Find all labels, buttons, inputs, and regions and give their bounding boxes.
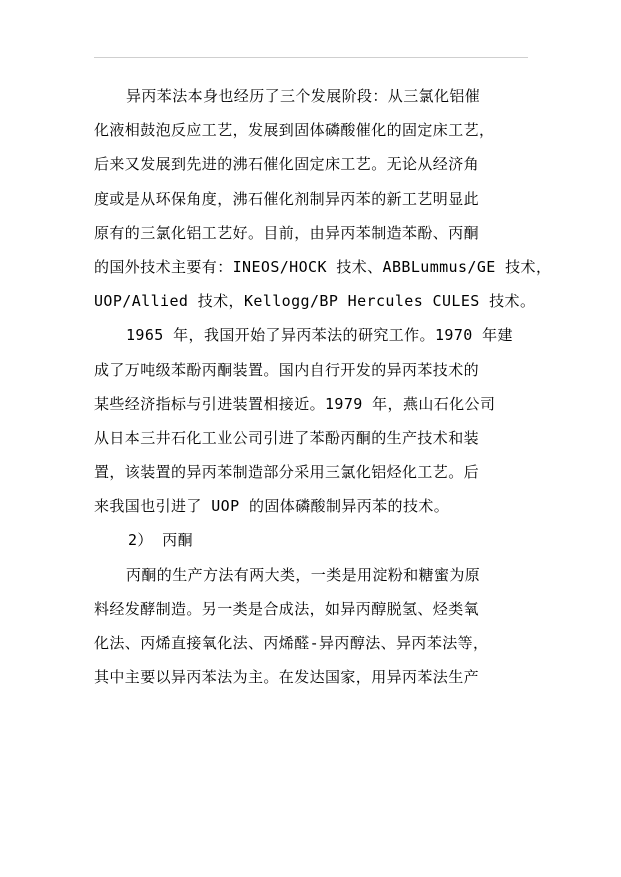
paragraph-line: 成了万吨级苯酚丙酮装置。国内自行开发的异丙苯技术的 bbox=[94, 360, 480, 379]
paragraph-line: 1965 年，我国开始了异丙苯法的研究工作。1970 年建 bbox=[126, 326, 513, 345]
paragraph-line: 置，该装置的异丙苯制造部分采用三氯化铝烃化工艺。后 bbox=[94, 463, 480, 482]
paragraph-line: UOP/Allied 技术，Kellogg/BP Hercules CULES 技术。 bbox=[94, 292, 536, 311]
header-rule bbox=[94, 57, 528, 58]
paragraph-line: 丙酮的生产方法有两大类，一类是用淀粉和糖蜜为原 bbox=[126, 565, 481, 584]
paragraph-line: 后来又发展到先进的沸石催化固定床工艺。无论从经济角 bbox=[94, 155, 480, 174]
paragraph-line: 来我国也引进了 UOP 的固体磷酸制异丙苯的技术。 bbox=[94, 497, 450, 516]
paragraph-line: 某些经济指标与引进装置相接近。1979 年，燕山石化公司 bbox=[94, 394, 496, 413]
paragraph-line: 原有的三氯化铝工艺好。目前，由异丙苯制造苯酚、丙酮 bbox=[94, 223, 480, 242]
paragraph-line: 从日本三井石化工业公司引进了苯酚丙酮的生产技术和装 bbox=[94, 428, 480, 447]
paragraph-line: 异丙苯法本身也经历了三个发展阶段：从三氯化铝催 bbox=[126, 87, 481, 105]
paragraph-line: 化液相鼓泡反应工艺，发展到固体磷酸催化的固定床工艺， bbox=[94, 121, 495, 140]
paragraph-line: 化法、丙烯直接氧化法、丙烯醛-异丙醇法、异丙苯法等， bbox=[94, 634, 489, 652]
paragraph-line: 其中主要以异丙苯法为主。在发达国家，用异丙苯法生产 bbox=[94, 668, 480, 687]
paragraph-line: 度或是从环保角度，沸石催化剂制异丙苯的新工艺明显此 bbox=[94, 189, 480, 208]
section-heading: 2） 丙酮 bbox=[128, 531, 194, 550]
paragraph-line: 料经发酵制造。另一类是合成法，如异丙醇脱氢、烃类氧 bbox=[94, 599, 480, 618]
document-body bbox=[94, 79, 552, 694]
paragraph-line: 的国外技术主要有：INEOS/HOCK 技术、ABBLummus/GE 技术， bbox=[94, 257, 552, 276]
